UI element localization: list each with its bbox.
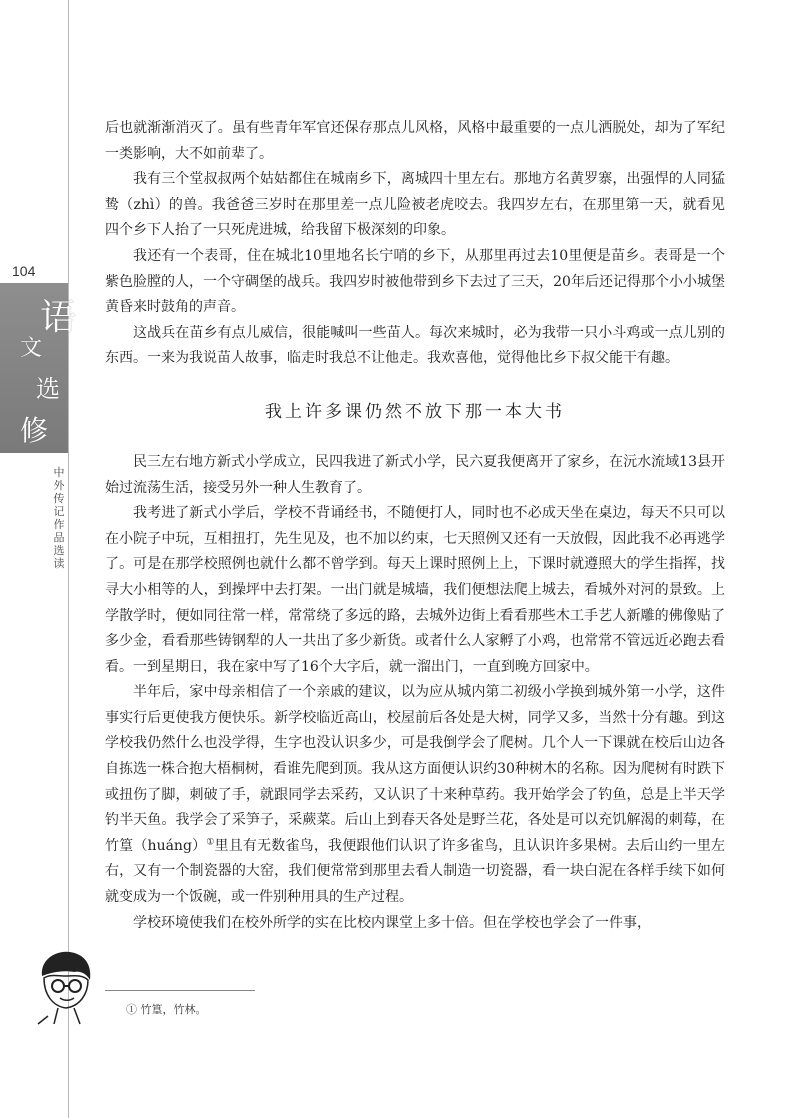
paragraph: 我考进了新式小学后，学校不背诵经书，不随便打人，同时也不必成天坐在桌边，每天不只可以在小院子中玩，互相扭打，先生见及，也不加以约束，七天照例又还有一天放假，因此我不必再逃学了。可是在那学校照例也就什么都不曾学到。每天上课时照例上上，下课时就遵照大的学生指挥，找寻大小相等的人，到操坪中去打架。一出门就是城墙，我们便想法爬上城去，看城外对河的景致。上学散学时，便如同往常一样，常常绕了多远的路，去城外边街上看看那些木工手艺人新雕的佛像贴了多少金，看看那些铸钢犁的人一共出了多少新货。或者什么人家孵了小鸡，也常常不管远近必跑去看看。一到星期日，我在家中写了16个大字后，就一溜出门，一直到晚方回家中。 [105, 505, 725, 675]
book-title-vertical: 中外传记作品选读 [53, 466, 65, 570]
side-tab-char: 修 [20, 414, 49, 447]
section-heading: 我上许多课仍然不放下那一本大书 [265, 401, 565, 422]
side-tab [0, 283, 77, 453]
paragraph: 民三左右地方新式小学成立，民四我进了新式小学，民六夏我便离开了家乡，在沅水流域13县开始过流荡生活，接受另外一种人生教育了。 [105, 453, 725, 496]
side-tab-char: 文 [20, 336, 43, 361]
paragraph: 后也就渐渐消灭了。虽有些青年军官还保存那点儿风格，风格中最重要的一点儿洒脱处，却为了军纪一类影响，大不如前辈了。 [105, 120, 725, 162]
paragraph [105, 680, 725, 910]
paragraph: 这战兵在苗乡有点儿威信，很能喊叫一些苗人。每次来城时，必为我带一只小斗鸡或一点儿别的东西。一来为我说苗人故事，临走时我总不让他走。我欢喜他，觉得他比乡下叔父能干有趣。 [105, 324, 725, 367]
footnote-marker[interactable]: ① [206, 837, 215, 848]
author-portrait-illustration [28, 946, 102, 1026]
footnote: ① 竹篁，竹林。 [126, 1003, 207, 1016]
paragraph-text: 里且有无数雀鸟，我便跟他们认识了许多雀鸟，且认识许多果树。去后山约一里左右，又有一个制瓷器的大窑，我们便常常到那里去看人制造一切瓷器，看一块白泥在各样手续下如何就变成为一个饭碗，或一件别种用具的生产过程。 [105, 837, 726, 906]
page-number: 104 [12, 263, 36, 279]
side-tab-char: 选 [36, 375, 60, 403]
paragraph: 我有三个堂叔叔两个姑姑都住在城南乡下，离城四十里左右。那地方名黄罗寨，出强悍的人同猛鸷（zhì）的兽。我爸爸三岁时在那里差一点儿险被老虎咬去。我四岁左右，在那里第一天，就看见四个乡下人抬了一只死虎进城，给我留下极深刻的印象。 [105, 171, 725, 239]
paragraph: 我还有一个表哥，住在城北10里地名长宁哨的乡下，从那里再过去10里便是苗乡。表哥是一个紫色脸膛的人，一个守碉堡的战兵。我四岁时被他带到乡下去过了三天，20年后还记得那个小小城堡黄昏来时鼓角的声音。 [105, 247, 725, 316]
paragraph-text: 半年后，家中母亲相信了一个亲戚的建议，以为应从城内第二初级小学换到城外第一小学，这件事实行后更使我方便快乐。新学校临近高山，校屋前后各处是大树，同学又多，当然十分有趣。到这学校我仍然什么也没学得，生字也没认识多少，可是我倒学会了爬树。几个人一下课就在校后山边各自拣选一株合抱大梧桐树，看谁先爬到顶。我从这方面便认识约30种树木的名称。因为爬树有时跌下或扭伤了脚，刺破了手，就跟同学去采药，又认识了十来种草药。我开始学会了钓鱼，总是上半天学钓半天鱼。我学会了采笋子，采蕨菜。后山上到春天各处是野兰花，各处是可以充饥解渴的刺莓，在竹篁（huáng） [105, 684, 725, 854]
footnote-divider [105, 990, 255, 991]
side-tab-char: 语 [40, 297, 77, 338]
paragraph: 学校环境使我们在校外所学的实在比校内课堂上多十倍。但在学校也学会了一件事， [133, 914, 651, 931]
document-body [105, 116, 725, 936]
